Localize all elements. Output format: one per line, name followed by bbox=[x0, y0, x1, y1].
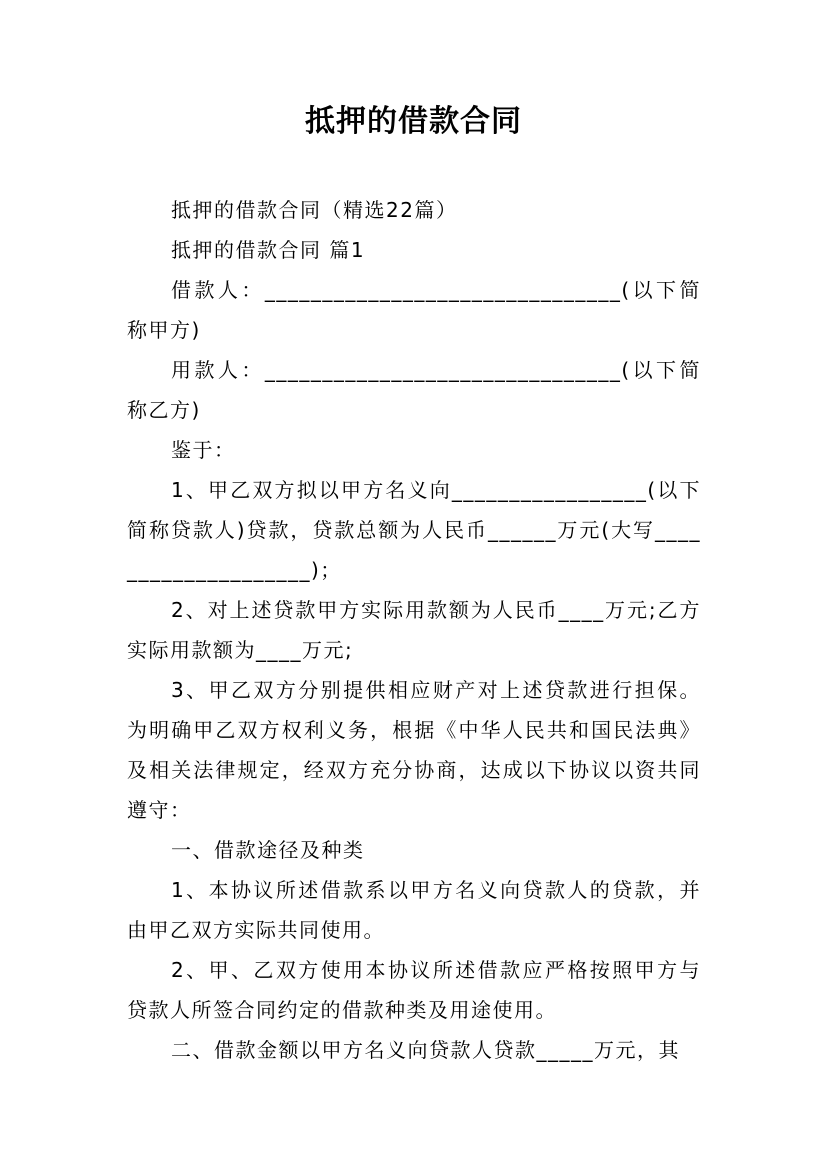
paragraph-lender: 借款人：_______________________________(以下简称甲方) bbox=[127, 278, 701, 342]
paragraph-article-1-heading: 一、借款途径及种类 bbox=[171, 838, 365, 862]
paragraph-article-2: 二、借款金额以甲方名义向贷款人贷款_____万元，其 bbox=[171, 1038, 680, 1062]
document-title: 抵押的借款合同 bbox=[305, 104, 522, 139]
paragraph-subtitle: 抵押的借款合同（精选22篇） bbox=[171, 198, 458, 222]
paragraph-article-1-item-1: 1、本协议所述借款系以甲方名义向贷款人的贷款，并由甲乙双方实际共同使用。 bbox=[127, 878, 701, 942]
paragraph-clause-1: 1、甲乙双方拟以甲方名义向_________________(以下简称贷款人)贷款，贷款总额为人民币______万元(大写____________________)； bbox=[127, 478, 701, 582]
paragraph-article-1-item-2: 2、甲、乙双方使用本协议所述借款应严格按照甲方与贷款人所签合同约定的借款种类及用途使用。 bbox=[127, 958, 701, 1022]
paragraph-borrower: 用款人：_______________________________(以下简称乙方) bbox=[127, 358, 701, 422]
paragraph-clause-3: 3、甲乙双方分别提供相应财产对上述贷款进行担保。为明确甲乙双方权利义务，根据《中华人民共和国民法典》及相关法律规定，经双方充分协商，达成以下协议以资共同遵守： bbox=[127, 678, 701, 822]
paragraph-clause-2: 2、对上述贷款甲方实际用款额为人民币____万元;乙方实际用款额为____万元; bbox=[127, 598, 701, 662]
paragraph-whereas: 鉴于： bbox=[171, 438, 236, 462]
paragraph-section-heading: 抵押的借款合同 篇1 bbox=[171, 238, 366, 262]
document-body bbox=[127, 190, 701, 1070]
